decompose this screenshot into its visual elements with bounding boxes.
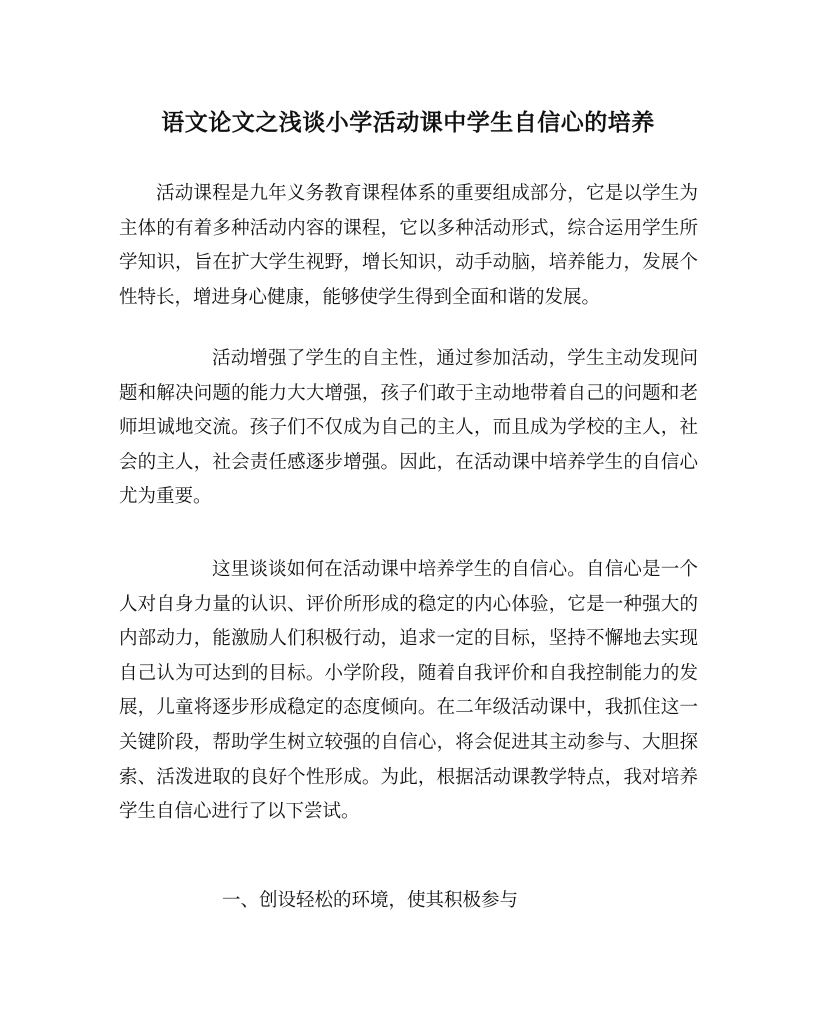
paragraph-confidence: 这里谈谈如何在活动课中培养学生的自信心。自信心是一个人对自身力量的认识、评价所形成的稳定的内心体验，它是一种强大的内部动力，能激励人们积极行动，追求一定的目标，坚持不懈地去实现自己认为可达到的目标。小学阶段，随着自我评价和自我控制能力的发展，儿童将逐步形成稳定的态度倾向。在二年级活动课中，我抓住这一关键阶段，帮助学生树立较强的自信心，将会促进其主动参与、大胆探索、活泼进取的良好个性形成。为此，根据活动课教学特点，我对培养学生自信心进行了以下尝试。 — [119, 559, 698, 823]
document-title: 语文论文之浅谈小学活动课中学生自信心的培养 — [161, 109, 655, 136]
paragraph-intro: 活动课程是九年义务教育课程体系的重要组成部分，它是以学生为主体的有着多种活动内容的课程，它以多种活动形式，综合运用学生所学知识，旨在扩大学生视野，增长知识，动手动脑，培养能力，发展个性特长，增进身心健康，能够使学生得到全面和谐的发展。 — [119, 183, 698, 308]
section-heading: 一、创设轻松的环境，使其积极参与 — [222, 890, 519, 911]
paragraph-autonomy: 活动增强了学生的自主性，通过参加活动，学生主动发现问题和解决问题的能力大大增强，孩子们敢于主动地带着自己的问题和老师坦诚地交流。孩子们不仅成为自己的主人，而且成为学校的主人，社会的主人，社会责任感逐步增强。因此，在活动课中培养学生的自信心尤为重要。 — [119, 348, 698, 508]
